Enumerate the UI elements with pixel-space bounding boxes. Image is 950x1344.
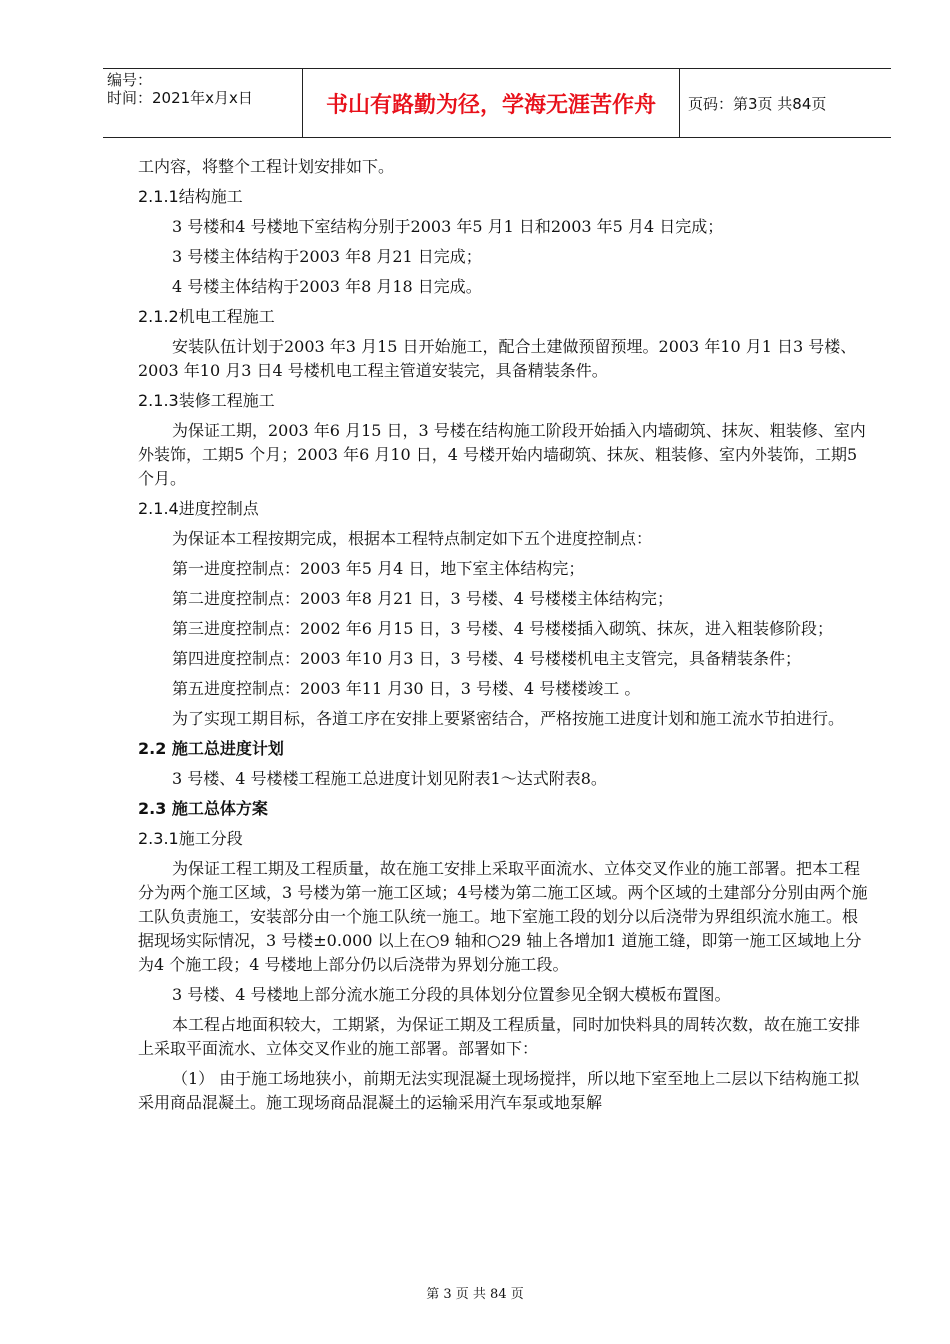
time-label: 时间：2021年x月x日	[107, 89, 253, 107]
section-heading: 2.3.1施工分段	[138, 829, 243, 848]
paragraph: 为保证工期，2003 年6 月15 日，3 号楼在结构施工阶段开始插入内墙砌筑、抹灰、粗装修、室内外装饰，工期5 个月；2003 年6 月10 日，4 号楼开始内墙砌筑、抹灰、粗装修、室内外装饰，工期5 个月。	[138, 421, 866, 488]
paragraph: 第五进度控制点：2003 年11 月30 日，3 号楼、4 号楼楼竣工 。	[172, 679, 641, 698]
paragraph: 为保证工程工期及工程质量，故在施工安排上采取平面流水、立体交叉作业的施工部署。把本工程分为两个施工区域，3 号楼为第一施工区域；4号楼为第二施工区域。两个区域的土建部分分别由两个施工队负责施工，安装部分由一个施工队统一施工。地下室施工段的划分以后浇带为界组织流水施工。根据现场实际情况，3 号楼±0.000 以上在○9 轴和○29 轴上各增加1 道施工缝，即第一施工区域地上分为4 个施工段；4 号楼地上部分仍以后浇带为界划分施工段。	[138, 859, 868, 974]
section-heading: 2.2 施工总进度计划	[138, 739, 284, 758]
section-heading: 2.3 施工总体方案	[138, 799, 268, 818]
paragraph: 安装队伍计划于2003 年3 月15 日开始施工，配合土建做预留预埋。2003 年10 月1 日3 号楼、2003 年10 月3 日4 号楼机电工程主管道安装完，具备精装条件。	[138, 337, 857, 380]
paragraph: 第三进度控制点：2002 年6 月15 日，3 号楼、4 号楼楼插入砌筑、抹灰，进入粗装修阶段；	[172, 619, 834, 638]
section-heading: 2.1.2机电工程施工	[138, 307, 275, 326]
paragraph: 3 号楼和4 号楼地下室结构分别于2003 年5 月1 日和2003 年5 月4 日完成；	[172, 217, 724, 236]
section-heading: 2.1.1结构施工	[138, 187, 243, 206]
paragraph: 为了实现工期目标，各道工序在安排上要紧密结合，严格按施工进度计划和施工流水节拍进行。	[172, 709, 845, 728]
paragraph: 本工程占地面积较大，工期紧，为保证工期及工程质量，同时加快料具的周转次数，故在施工安排上采取平面流水、立体交叉作业的施工部署。部署如下：	[138, 1015, 861, 1058]
header-page-label: 页码：第3页 共84页	[688, 94, 827, 113]
page-footer: 第 3 页 共 84 页	[426, 1287, 524, 1302]
paragraph: 工内容，将整个工程计划安排如下。	[138, 157, 395, 176]
section-heading: 2.1.3装修工程施工	[138, 391, 275, 410]
section-heading: 2.1.4进度控制点	[138, 499, 259, 518]
paragraph: 第二进度控制点：2003 年8 月21 日，3 号楼、4 号楼楼主体结构完；	[172, 589, 674, 608]
number-label: 编号：	[107, 71, 153, 89]
header-motto: 书山有路勤为径，学海无涯苦作舟	[303, 69, 680, 137]
paragraph: 3 号楼、4 号楼楼工程施工总进度计划见附表1～达式附表8。	[172, 769, 607, 788]
document-body	[138, 155, 868, 1115]
paragraph: 为保证本工程按期完成，根据本工程特点制定如下五个进度控制点：	[172, 529, 653, 548]
page-header	[103, 68, 891, 138]
paragraph: 3 号楼主体结构于2003 年8 月21 日完成；	[172, 247, 482, 266]
paragraph: 第一进度控制点：2003 年5 月4 日，地下室主体结构完；	[172, 559, 585, 578]
paragraph: （1） 由于施工场地狭小，前期无法实现混凝土现场搅拌，所以地下室至地上二层以下结构施工拟采用商品混凝土。施工现场商品混凝土的运输采用汽车泵或地泵解	[138, 1069, 860, 1112]
paragraph: 4 号楼主体结构于2003 年8 月18 日完成。	[172, 277, 482, 296]
paragraph: 第四进度控制点：2003 年10 月3 日，3 号楼、4 号楼楼机电主支管完，具备精装条件；	[172, 649, 802, 668]
header-meta	[103, 69, 303, 137]
paragraph: 3 号楼、4 号楼地上部分流水施工分段的具体划分位置参见全钢大模板布置图。	[172, 985, 731, 1004]
